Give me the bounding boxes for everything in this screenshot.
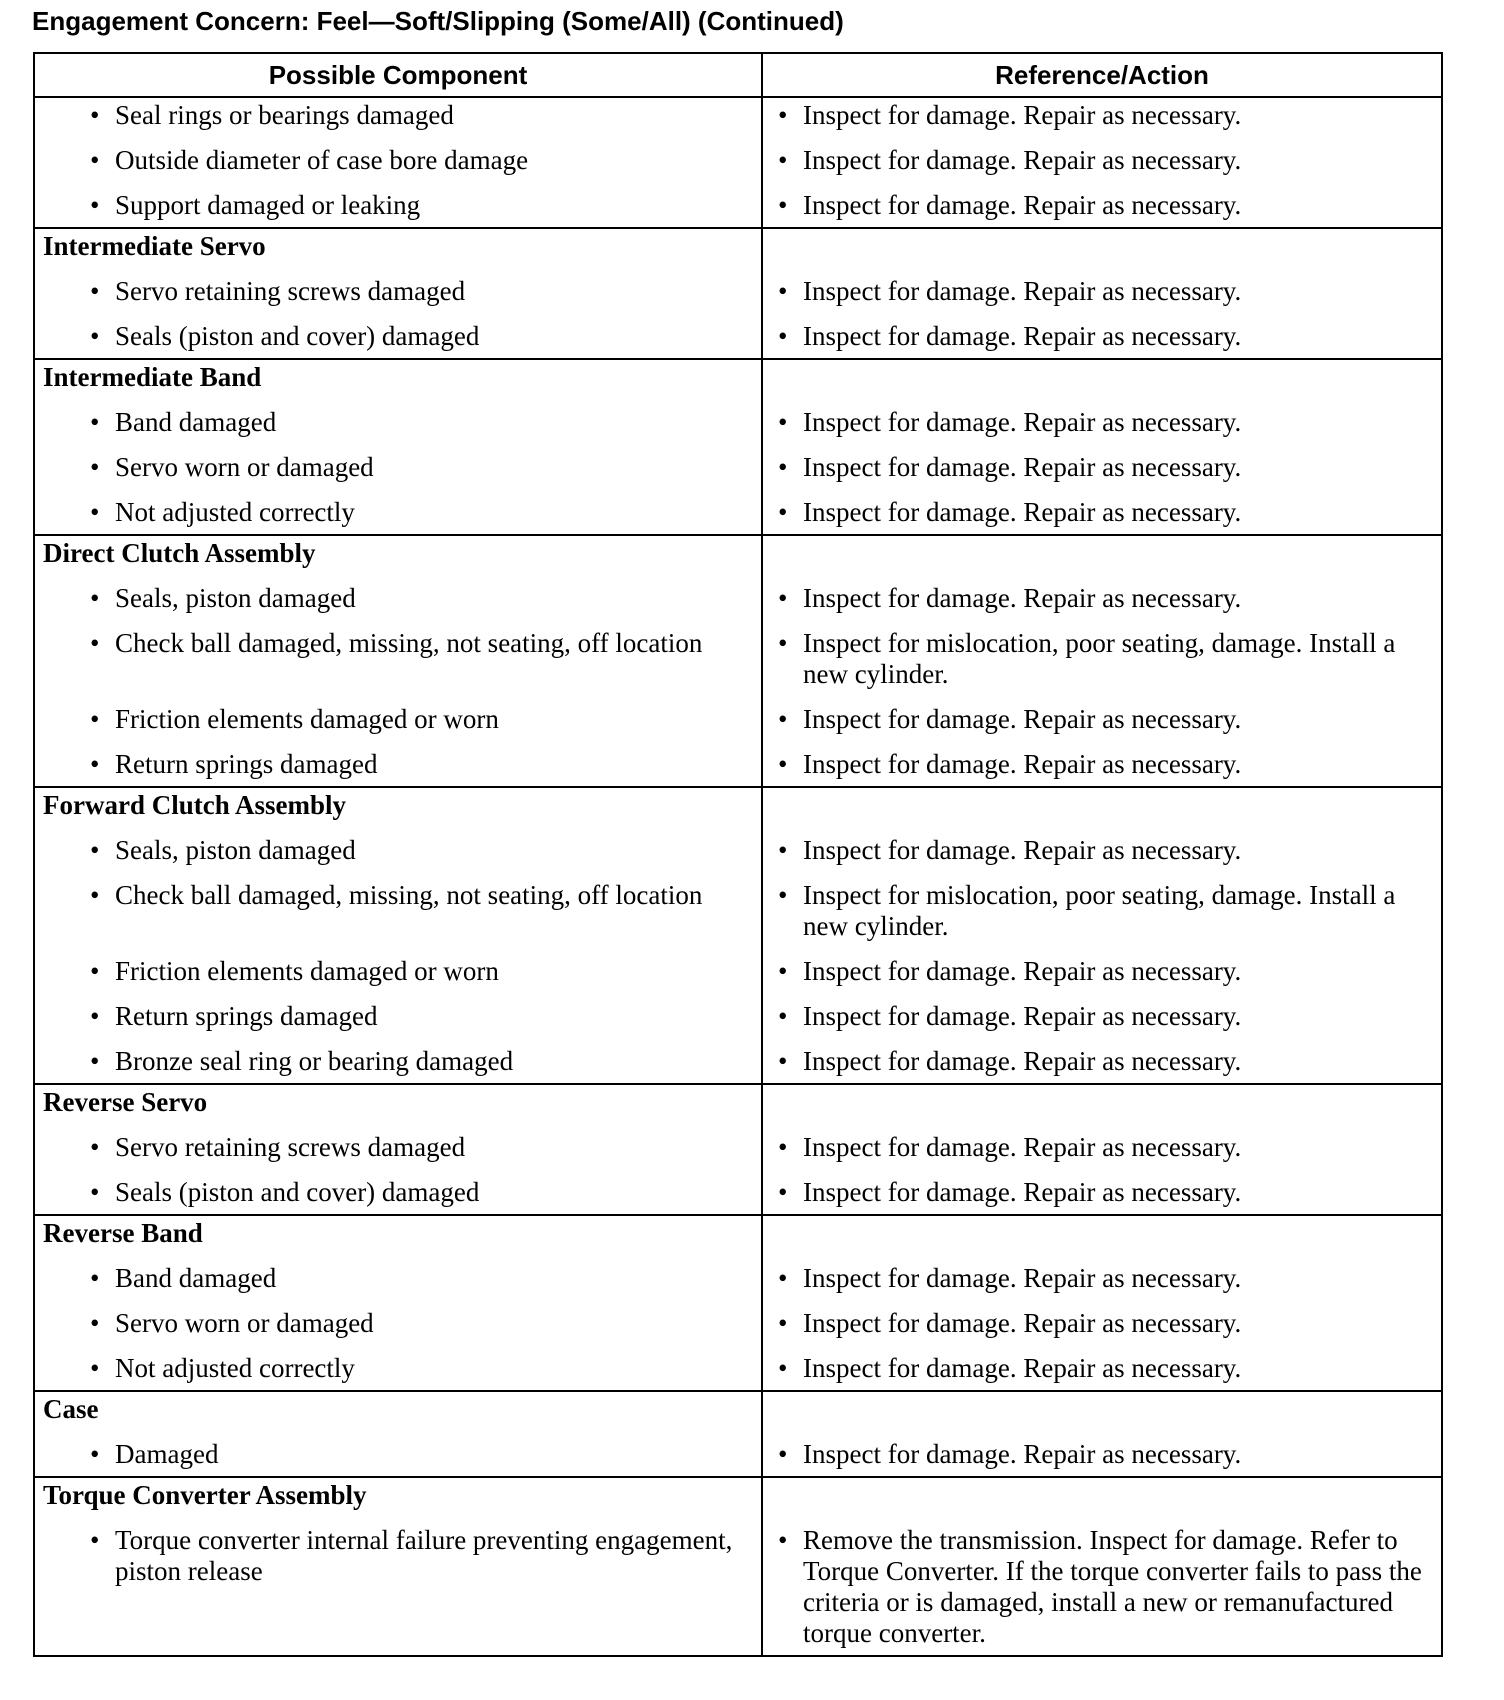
- component-item: [43, 1308, 753, 1339]
- component-text: Friction elements damaged or worn: [115, 956, 499, 986]
- bullet-icon: •: [90, 145, 100, 175]
- group-title: Forward Clutch Assembly: [43, 790, 346, 820]
- bullet-icon: •: [778, 1046, 788, 1076]
- component-item: [43, 835, 753, 866]
- action-item: [771, 583, 1433, 614]
- component-item: [43, 880, 753, 942]
- component-item: [43, 190, 753, 221]
- component-item: [43, 452, 753, 483]
- bullet-icon: •: [778, 956, 788, 986]
- action-item: [771, 704, 1433, 735]
- table-row: [34, 1084, 1442, 1215]
- bullet-icon: •: [90, 628, 100, 658]
- action-text: Inspect for damage. Repair as necessary.: [803, 1308, 1242, 1338]
- table-row: [34, 228, 1442, 359]
- component-item: [43, 276, 753, 307]
- component-item: [43, 583, 753, 614]
- action-text: Inspect for damage. Repair as necessary.: [803, 1263, 1242, 1293]
- component-item: [43, 1132, 753, 1163]
- action-text: Inspect for mislocation, poor seating, damage. Install a new cylinder.: [803, 628, 1396, 689]
- bullet-icon: •: [90, 749, 100, 779]
- bullet-icon: •: [778, 452, 788, 482]
- component-item: [43, 321, 753, 352]
- action-text: Inspect for damage. Repair as necessary.: [803, 749, 1242, 779]
- bullet-icon: •: [778, 1263, 788, 1293]
- group-spacer: [771, 1087, 1433, 1118]
- bullet-icon: •: [90, 497, 100, 527]
- action-item: [771, 1439, 1433, 1470]
- action-item: [771, 1263, 1433, 1294]
- bullet-icon: •: [90, 1439, 100, 1469]
- component-item: [43, 497, 753, 528]
- bullet-icon: •: [90, 1132, 100, 1162]
- action-text: Inspect for damage. Repair as necessary.: [803, 145, 1242, 175]
- group-title: Reverse Servo: [43, 1087, 208, 1117]
- action-text: Inspect for damage. Repair as necessary.: [803, 276, 1242, 306]
- bullet-icon: •: [90, 1263, 100, 1293]
- component-cell: [34, 1084, 762, 1215]
- action-text: Inspect for mislocation, poor seating, damage. Install a new cylinder.: [803, 880, 1396, 941]
- table-row: [34, 1477, 1442, 1656]
- bullet-icon: •: [90, 1046, 100, 1076]
- action-item: [771, 145, 1433, 176]
- bullet-icon: •: [778, 583, 788, 613]
- action-cell: [762, 1391, 1442, 1477]
- component-text: Check ball damaged, missing, not seating, off location: [115, 628, 703, 658]
- group-spacer: [771, 1218, 1433, 1249]
- action-item: [771, 956, 1433, 987]
- action-text: Inspect for damage. Repair as necessary.: [803, 452, 1242, 482]
- component-item: [43, 1001, 753, 1032]
- action-item: [771, 1525, 1433, 1649]
- bullet-icon: •: [778, 704, 788, 734]
- bullet-icon: •: [90, 880, 100, 910]
- action-text: Inspect for damage. Repair as necessary.: [803, 1353, 1242, 1383]
- table-row: [34, 1391, 1442, 1477]
- action-item: [771, 1132, 1433, 1163]
- bullet-icon: •: [90, 1177, 100, 1207]
- action-item: [771, 1046, 1433, 1077]
- component-item: [43, 704, 753, 735]
- component-text: Seals, piston damaged: [115, 835, 356, 865]
- action-text: Inspect for damage. Repair as necessary.: [803, 583, 1242, 613]
- table-header-row: [34, 53, 1442, 97]
- table-row: [34, 1215, 1442, 1391]
- table-row: [34, 97, 1442, 228]
- bullet-icon: •: [90, 956, 100, 986]
- group-title: Intermediate Band: [43, 362, 262, 392]
- component-item: [43, 1353, 753, 1384]
- component-text: Friction elements damaged or worn: [115, 704, 499, 734]
- bullet-icon: •: [778, 1353, 788, 1383]
- component-cell: [34, 228, 762, 359]
- bullet-icon: •: [778, 628, 788, 658]
- table-body: [34, 97, 1442, 1656]
- bullet-icon: •: [778, 1001, 788, 1031]
- action-item: [771, 276, 1433, 307]
- component-text: Servo worn or damaged: [115, 1308, 374, 1338]
- action-item: [771, 452, 1433, 483]
- action-cell: [762, 359, 1442, 535]
- component-text: Seal rings or bearings damaged: [115, 100, 454, 130]
- table-row: [34, 787, 1442, 1084]
- component-text: Band damaged: [115, 1263, 277, 1293]
- action-cell: [762, 1215, 1442, 1391]
- component-text: Support damaged or leaking: [115, 190, 421, 220]
- action-item: [771, 749, 1433, 780]
- component-cell: [34, 535, 762, 787]
- action-text: Inspect for damage. Repair as necessary.: [803, 100, 1242, 130]
- bullet-icon: •: [778, 100, 788, 130]
- component-item: [43, 145, 753, 176]
- component-cell: [34, 359, 762, 535]
- group-spacer: [771, 362, 1433, 393]
- action-item: [771, 190, 1433, 221]
- component-text: Return springs damaged: [115, 749, 378, 779]
- component-cell: [34, 787, 762, 1084]
- action-item: [771, 628, 1433, 690]
- action-text: Inspect for damage. Repair as necessary.: [803, 1132, 1242, 1162]
- bullet-icon: •: [778, 1308, 788, 1338]
- action-text: Remove the transmission. Inspect for damage. Refer to Torque Converter. If the torque converter fails to pass the criteria or is damaged, install a new or remanufactured torque converter.: [803, 1525, 1422, 1648]
- action-text: Inspect for damage. Repair as necessary.: [803, 1439, 1242, 1469]
- action-item: [771, 1308, 1433, 1339]
- action-text: Inspect for damage. Repair as necessary.: [803, 407, 1242, 437]
- bullet-icon: •: [778, 749, 788, 779]
- action-item: [771, 835, 1433, 866]
- component-text: Servo retaining screws damaged: [115, 1132, 466, 1162]
- component-text: Bronze seal ring or bearing damaged: [115, 1046, 514, 1076]
- component-text: Return springs damaged: [115, 1001, 378, 1031]
- component-cell: [34, 1477, 762, 1656]
- bullet-icon: •: [778, 835, 788, 865]
- component-text: Seals (piston and cover) damaged: [115, 321, 480, 351]
- component-item: [43, 1177, 753, 1208]
- group-title: Intermediate Servo: [43, 231, 266, 261]
- action-text: Inspect for damage. Repair as necessary.: [803, 835, 1242, 865]
- bullet-icon: •: [90, 321, 100, 351]
- group-title: Direct Clutch Assembly: [43, 538, 316, 568]
- component-item: [43, 628, 753, 690]
- table-row: [34, 535, 1442, 787]
- action-text: Inspect for damage. Repair as necessary.: [803, 1177, 1242, 1207]
- component-text: Not adjusted correctly: [115, 497, 355, 527]
- bullet-icon: •: [778, 1177, 788, 1207]
- component-text: Seals (piston and cover) damaged: [115, 1177, 480, 1207]
- bullet-icon: •: [90, 276, 100, 306]
- group-title: Case: [43, 1394, 99, 1424]
- action-cell: [762, 97, 1442, 228]
- component-item: [43, 1263, 753, 1294]
- table-row: [34, 359, 1442, 535]
- bullet-icon: •: [90, 100, 100, 130]
- action-item: [771, 321, 1433, 352]
- action-text: Inspect for damage. Repair as necessary.: [803, 321, 1242, 351]
- group-title: Torque Converter Assembly: [43, 1480, 367, 1510]
- component-text: Damaged: [115, 1439, 219, 1469]
- bullet-icon: •: [90, 583, 100, 613]
- action-item: [771, 1353, 1433, 1384]
- action-text: Inspect for damage. Repair as necessary.: [803, 190, 1242, 220]
- component-cell: [34, 97, 762, 228]
- group-spacer: [771, 1394, 1433, 1425]
- bullet-icon: •: [90, 704, 100, 734]
- component-item: [43, 749, 753, 780]
- bullet-icon: •: [778, 497, 788, 527]
- action-text: Inspect for damage. Repair as necessary.: [803, 497, 1242, 527]
- action-item: [771, 100, 1433, 131]
- action-item: [771, 407, 1433, 438]
- bullet-icon: •: [90, 1353, 100, 1383]
- component-text: Torque converter internal failure preventing engagement, piston release: [115, 1525, 733, 1586]
- bullet-icon: •: [90, 1001, 100, 1031]
- bullet-icon: •: [90, 835, 100, 865]
- component-item: [43, 407, 753, 438]
- action-cell: [762, 228, 1442, 359]
- component-text: Outside diameter of case bore damage: [115, 145, 529, 175]
- action-item: [771, 880, 1433, 942]
- header-possible-component: Possible Component: [34, 53, 762, 97]
- group-spacer: [771, 1480, 1433, 1511]
- bullet-icon: •: [778, 880, 788, 910]
- component-text: Not adjusted correctly: [115, 1353, 355, 1383]
- component-item: [43, 100, 753, 131]
- component-item: [43, 1439, 753, 1470]
- component-cell: [34, 1391, 762, 1477]
- component-text: Check ball damaged, missing, not seating, off location: [115, 880, 703, 910]
- bullet-icon: •: [90, 1525, 100, 1555]
- bullet-icon: •: [778, 1525, 788, 1555]
- component-cell: [34, 1215, 762, 1391]
- action-text: Inspect for damage. Repair as necessary.: [803, 1001, 1242, 1031]
- group-spacer: [771, 790, 1433, 821]
- bullet-icon: •: [778, 1439, 788, 1469]
- component-item: [43, 1046, 753, 1077]
- component-text: Servo retaining screws damaged: [115, 276, 466, 306]
- group-spacer: [771, 231, 1433, 262]
- bullet-icon: •: [778, 145, 788, 175]
- page-title: Engagement Concern: Feel—Soft/Slipping (Some/All) (Continued): [32, 6, 844, 36]
- action-text: Inspect for damage. Repair as necessary.: [803, 956, 1242, 986]
- header-reference-action: Reference/Action: [762, 53, 1442, 97]
- action-cell: [762, 1084, 1442, 1215]
- action-text: Inspect for damage. Repair as necessary.: [803, 1046, 1242, 1076]
- bullet-icon: •: [778, 407, 788, 437]
- bullet-icon: •: [778, 276, 788, 306]
- bullet-icon: •: [778, 190, 788, 220]
- action-item: [771, 497, 1433, 528]
- group-spacer: [771, 538, 1433, 569]
- action-cell: [762, 787, 1442, 1084]
- action-cell: [762, 535, 1442, 787]
- bullet-icon: •: [90, 452, 100, 482]
- component-item: [43, 956, 753, 987]
- group-title: Reverse Band: [43, 1218, 203, 1248]
- component-text: Band damaged: [115, 407, 277, 437]
- bullet-icon: •: [778, 321, 788, 351]
- component-text: Servo worn or damaged: [115, 452, 374, 482]
- bullet-icon: •: [90, 407, 100, 437]
- bullet-icon: •: [90, 1308, 100, 1338]
- bullet-icon: •: [778, 1132, 788, 1162]
- component-item: [43, 1525, 753, 1649]
- action-item: [771, 1001, 1433, 1032]
- action-item: [771, 1177, 1433, 1208]
- action-text: Inspect for damage. Repair as necessary.: [803, 704, 1242, 734]
- diagnostic-table: [33, 52, 1443, 1657]
- component-text: Seals, piston damaged: [115, 583, 356, 613]
- bullet-icon: •: [90, 190, 100, 220]
- action-cell: [762, 1477, 1442, 1656]
